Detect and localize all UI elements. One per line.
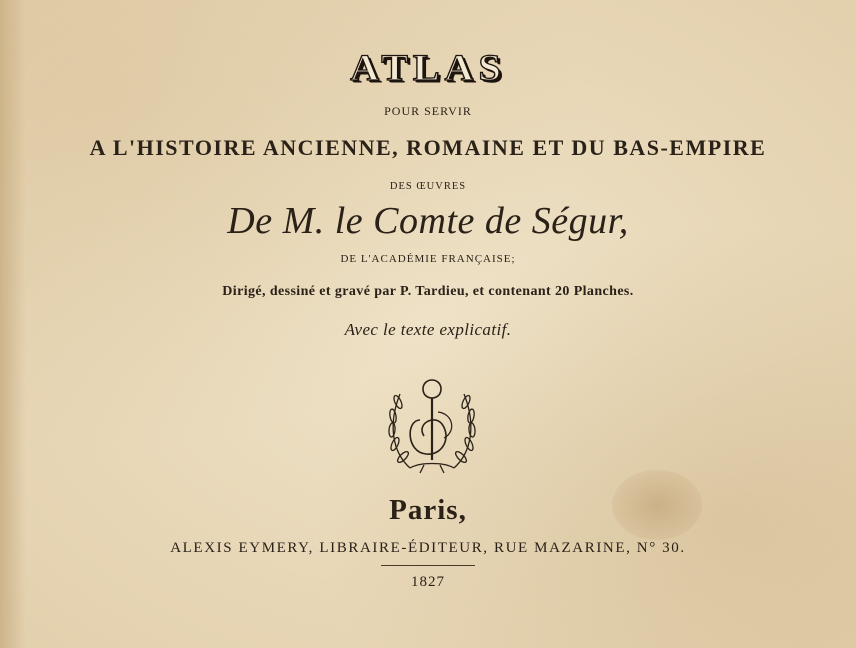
year-line: 1827 xyxy=(411,574,445,590)
author-line: De M. le Comte de Ségur, xyxy=(227,200,629,242)
dirige-line: Dirigé, dessiné et gravé par P. Tardieu, et contenant 20 Planches. xyxy=(222,284,634,299)
publisher-line: ALEXIS EYMERY, LIBRAIRE-ÉDITEUR, RUE MAZARINE, N° 30. xyxy=(170,540,686,556)
city-line: Paris, xyxy=(389,494,467,526)
atlas-heading: ATLAS xyxy=(350,46,506,89)
main-title: A L'HISTOIRE ANCIENNE, ROMAINE ET DU BAS-EMPIRE xyxy=(89,135,767,160)
divider-rule xyxy=(381,565,475,566)
avec-texte-line: Avec le texte explicatif. xyxy=(344,320,512,339)
des-oeuvres-line: DES ŒUVRES xyxy=(389,181,467,192)
pour-servir-line: POUR SERVIR xyxy=(384,104,472,118)
monogram-wreath-icon xyxy=(380,372,484,476)
academie-line: DE L'ACADÉMIE FRANÇAISE; xyxy=(340,253,516,265)
